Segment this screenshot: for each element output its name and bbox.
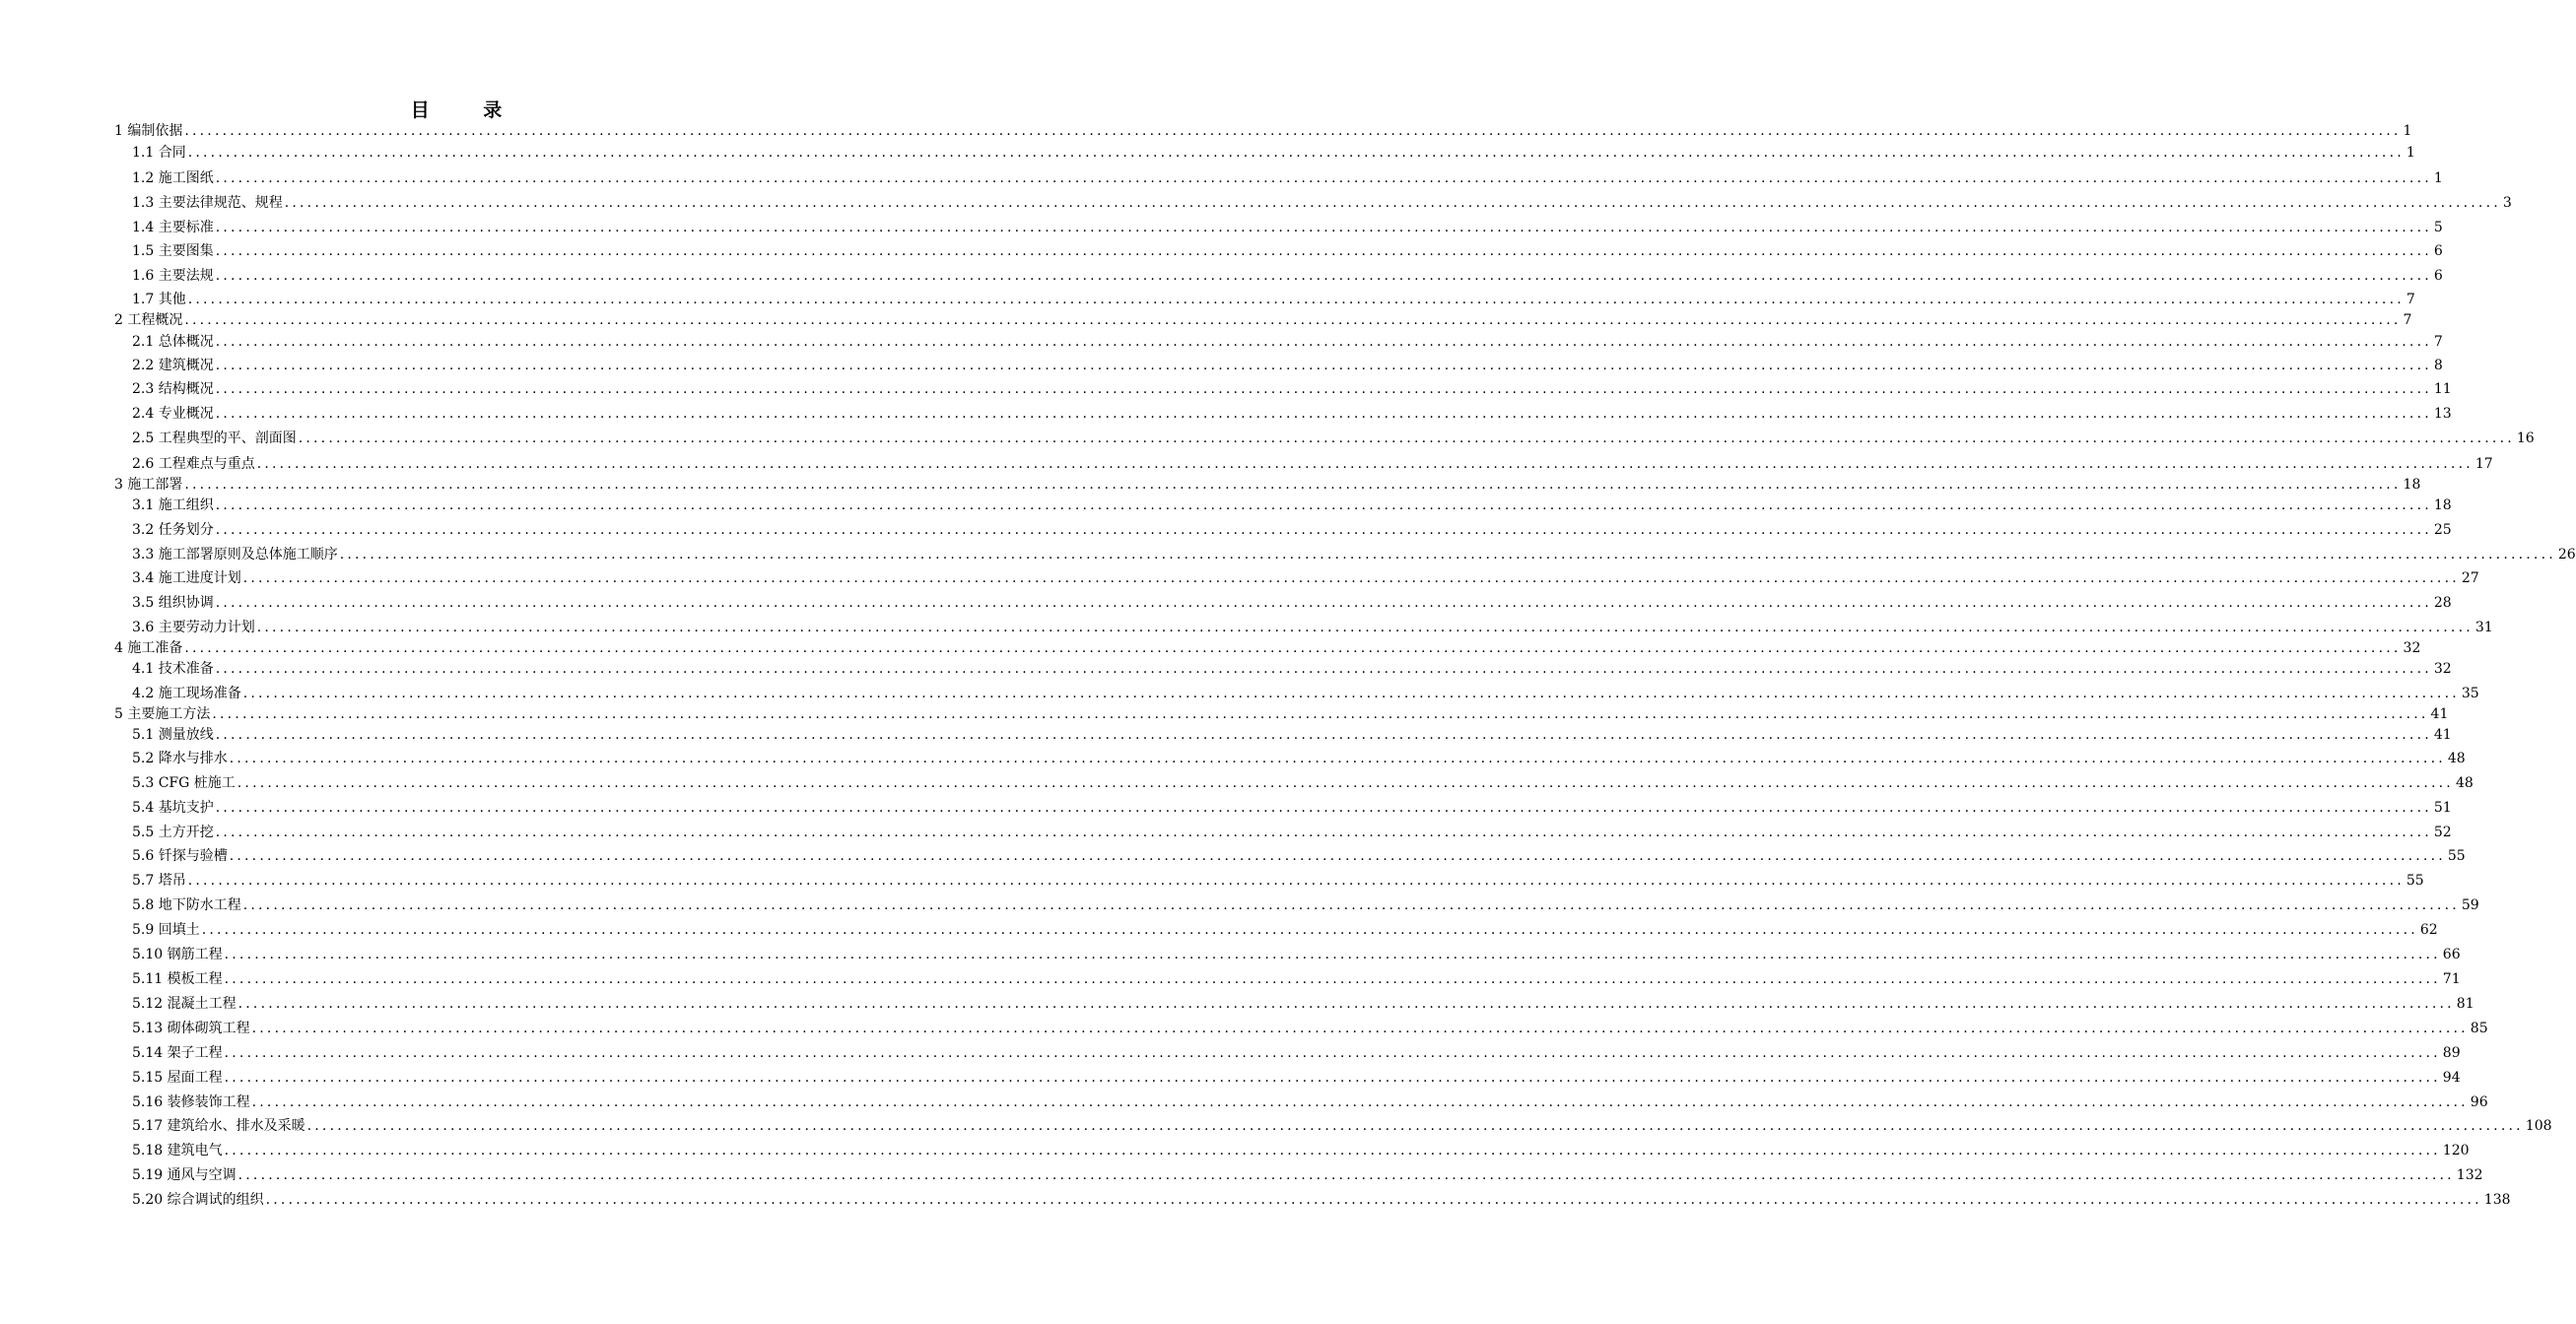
- toc-dot-leader: ......................................................................................................................................................................................................................................................................................................: [215, 522, 2432, 538]
- toc-entry-page: 81: [2456, 996, 2474, 1012]
- toc-entry-page: 96: [2470, 1094, 2488, 1110]
- toc-dot-leader: ......................................................................................................................................................................................................................................................................................................: [215, 595, 2432, 611]
- toc-entry[interactable]: [132, 724, 2452, 744]
- toc-entry[interactable]: [132, 1115, 2552, 1135]
- toc-entry[interactable]: [132, 1067, 2461, 1087]
- toc-entry-label: 3 施工部署: [114, 477, 183, 493]
- toc-entry-page: 27: [2461, 570, 2479, 586]
- toc-dot-leader: ......................................................................................................................................................................................................................................................................................................: [298, 430, 2515, 446]
- toc-entry[interactable]: [132, 331, 2443, 351]
- toc-entry-label: 5.9 回填土: [132, 922, 200, 938]
- toc-dot-leader: ......................................................................................................................................................................................................................................................................................................: [215, 406, 2432, 422]
- toc-dot-leader: ......................................................................................................................................................................................................................................................................................................: [215, 800, 2432, 816]
- toc-entry-label: 1.4 主要标准: [132, 220, 214, 235]
- toc-dot-leader: ......................................................................................................................................................................................................................................................................................................: [224, 971, 2441, 987]
- toc-dot-leader: ......................................................................................................................................................................................................................................................................................................: [339, 547, 2556, 563]
- toc-entry-page: 17: [2474, 456, 2493, 472]
- toc-entry-label: 1.1 合同: [132, 145, 186, 161]
- toc-entry[interactable]: [132, 797, 2452, 817]
- toc-dot-leader: ......................................................................................................................................................................................................................................................................................................: [201, 922, 2418, 938]
- toc-entry[interactable]: [132, 683, 2479, 702]
- toc-dot-leader: ......................................................................................................................................................................................................................................................................................................: [256, 456, 2474, 472]
- toc-entry-page: 16: [2516, 430, 2535, 446]
- toc-entry[interactable]: [132, 192, 2512, 212]
- toc-entry[interactable]: [132, 265, 2443, 285]
- toc-entry-page: 41: [2430, 706, 2449, 722]
- toc-dot-leader: ......................................................................................................................................................................................................................................................................................................: [237, 996, 2455, 1012]
- toc-dot-leader: ......................................................................................................................................................................................................................................................................................................: [224, 1070, 2441, 1086]
- toc-entry[interactable]: [132, 142, 2415, 162]
- toc-entry-label: 5.1 测量放线: [132, 727, 214, 743]
- toc-entry-page: 52: [2433, 825, 2452, 840]
- toc-dot-leader: ......................................................................................................................................................................................................................................................................................................: [187, 292, 2405, 307]
- toc-entry[interactable]: [132, 428, 2535, 447]
- toc-entry-label: 3.6 主要劳动力计划: [132, 620, 255, 635]
- toc-entry[interactable]: [132, 968, 2461, 988]
- toc-dot-leader: ......................................................................................................................................................................................................................................................................................................: [251, 1094, 2469, 1110]
- toc-entry[interactable]: [132, 592, 2452, 612]
- toc-entry-label: 5.17 建筑给水、排水及采暖: [132, 1118, 305, 1134]
- toc-entry-page: 7: [2403, 312, 2412, 328]
- toc-entry[interactable]: [132, 822, 2452, 841]
- toc-entry[interactable]: [132, 1140, 2470, 1159]
- toc-entry-page: 48: [2455, 775, 2474, 791]
- toc-entry-label: 2.1 总体概况: [132, 334, 214, 350]
- toc-dot-leader: ......................................................................................................................................................................................................................................................................................................: [215, 825, 2432, 840]
- toc-entry-label: 5.12 混凝土工程: [132, 996, 237, 1012]
- toc-entry-label: 5.2 降水与排水: [132, 751, 228, 766]
- toc-dot-leader: ......................................................................................................................................................................................................................................................................................................: [215, 334, 2432, 350]
- toc-entry[interactable]: [132, 1189, 2511, 1209]
- toc-entry-label: 2.2 建筑概况: [132, 358, 214, 373]
- toc-entry[interactable]: [114, 309, 2412, 329]
- toc-entry-label: 5.6 钎探与验槽: [132, 848, 228, 864]
- toc-entry-page: 32: [2403, 640, 2421, 656]
- toc-dot-leader: ......................................................................................................................................................................................................................................................................................................: [187, 145, 2405, 161]
- toc-entry-page: 62: [2419, 922, 2438, 938]
- toc-entry-page: 3: [2502, 195, 2512, 211]
- toc-entry[interactable]: [132, 944, 2461, 963]
- toc-entry-label: 5.10 钢筋工程: [132, 947, 223, 962]
- toc-entry-page: 59: [2461, 897, 2479, 913]
- toc-entry-page: 6: [2433, 243, 2443, 259]
- toc-dot-leader: ......................................................................................................................................................................................................................................................................................................: [242, 686, 2460, 701]
- toc-entry-label: 5.16 装修装饰工程: [132, 1094, 250, 1110]
- toc-entry[interactable]: [114, 120, 2412, 140]
- toc-dot-leader: ......................................................................................................................................................................................................................................................................................................: [215, 170, 2432, 186]
- toc-entry[interactable]: [132, 617, 2493, 636]
- toc-dot-leader: ......................................................................................................................................................................................................................................................................................................: [242, 570, 2460, 586]
- toc-dot-leader: ......................................................................................................................................................................................................................................................................................................: [215, 381, 2432, 397]
- toc-dot-leader: ......................................................................................................................................................................................................................................................................................................: [224, 947, 2441, 962]
- toc-entry-label: 3.5 组织协调: [132, 595, 214, 611]
- toc-entry-page: 5: [2433, 220, 2443, 235]
- toc-entry-label: 2.3 结构概况: [132, 381, 214, 397]
- toc-entry-page: 1: [2433, 170, 2443, 186]
- toc-entry-page: 89: [2442, 1045, 2461, 1061]
- toc-entry-page: 11: [2433, 381, 2452, 397]
- toc-entry[interactable]: [132, 240, 2443, 260]
- toc-dot-leader: ......................................................................................................................................................................................................................................................................................................: [237, 775, 2454, 791]
- toc-entry[interactable]: [114, 637, 2421, 657]
- toc-dot-leader: ......................................................................................................................................................................................................................................................................................................: [212, 706, 2429, 722]
- toc-entry-page: 18: [2403, 477, 2421, 493]
- toc-entry-label: 1.2 施工图纸: [132, 170, 214, 186]
- toc-entry[interactable]: [132, 1164, 2483, 1184]
- toc-entry[interactable]: [132, 658, 2452, 678]
- toc-entry[interactable]: [132, 495, 2452, 514]
- toc-entry-label: 2.6 工程难点与重点: [132, 456, 255, 472]
- toc-entry-page: 7: [2433, 334, 2443, 350]
- toc-entry-page: 35: [2461, 686, 2479, 701]
- toc-entry-page: 28: [2433, 595, 2452, 611]
- toc-entry-page: 132: [2456, 1167, 2483, 1183]
- toc-entry-page: 6: [2433, 268, 2443, 284]
- toc-entry-page: 31: [2474, 620, 2493, 635]
- toc-entry[interactable]: [114, 703, 2449, 723]
- toc-entry-label: 5.4 基坑支护: [132, 800, 214, 816]
- toc-entry[interactable]: [132, 355, 2443, 374]
- toc-dot-leader: ......................................................................................................................................................................................................................................................................................................: [284, 195, 2501, 211]
- toc-entry[interactable]: [132, 544, 2576, 563]
- toc-entry-page: 55: [2406, 873, 2424, 889]
- toc-entry-label: 5.13 砌体砌筑工程: [132, 1021, 250, 1036]
- toc-dot-leader: ......................................................................................................................................................................................................................................................................................................: [229, 848, 2446, 864]
- toc-entry[interactable]: [132, 567, 2479, 587]
- toc-entry-page: 55: [2447, 848, 2466, 864]
- toc-entry-label: 4.2 施工现场准备: [132, 686, 241, 701]
- toc-dot-leader: ......................................................................................................................................................................................................................................................................................................: [184, 312, 2402, 328]
- toc-entry-page: 1: [2406, 145, 2415, 161]
- toc-entry-label: 1.6 主要法规: [132, 268, 214, 284]
- toc-entry-page: 8: [2433, 358, 2443, 373]
- toc-dot-leader: ......................................................................................................................................................................................................................................................................................................: [242, 897, 2460, 913]
- toc-entry-label: 1.5 主要图集: [132, 243, 214, 259]
- toc-dot-leader: ......................................................................................................................................................................................................................................................................................................: [215, 243, 2432, 259]
- page-title: 目 录: [410, 99, 526, 121]
- toc-entry-label: 1.3 主要法律规范、规程: [132, 195, 283, 211]
- toc-entry[interactable]: [132, 403, 2452, 423]
- toc-dot-leader: ......................................................................................................................................................................................................................................................................................................: [215, 727, 2432, 743]
- toc-entry[interactable]: [132, 1018, 2488, 1037]
- toc-entry-page: 25: [2433, 522, 2452, 538]
- toc-entry-label: 1 编制依据: [114, 123, 183, 139]
- toc-entry-label: 4.1 技术准备: [132, 661, 214, 677]
- toc-entry-label: 3.2 任务划分: [132, 522, 214, 538]
- toc-dot-leader: ......................................................................................................................................................................................................................................................................................................: [215, 358, 2432, 373]
- toc-entry-page: 26: [2557, 547, 2576, 563]
- toc-entry-label: 5.19 通风与空调: [132, 1167, 237, 1183]
- toc-dot-leader: ......................................................................................................................................................................................................................................................................................................: [224, 1143, 2441, 1158]
- toc-entry-label: 3.3 施工部署原则及总体施工顺序: [132, 547, 338, 563]
- toc-dot-leader: ......................................................................................................................................................................................................................................................................................................: [237, 1167, 2455, 1183]
- toc-entry[interactable]: [114, 474, 2421, 494]
- toc-entry-label: 5.3 CFG 桩施工: [132, 775, 236, 791]
- toc-dot-leader: ......................................................................................................................................................................................................................................................................................................: [215, 220, 2432, 235]
- toc-dot-leader: ......................................................................................................................................................................................................................................................................................................: [306, 1118, 2524, 1134]
- toc-entry-page: 1: [2403, 123, 2412, 139]
- toc-entry[interactable]: [132, 453, 2493, 473]
- toc-entry-page: 48: [2447, 751, 2466, 766]
- toc-dot-leader: ......................................................................................................................................................................................................................................................................................................: [215, 497, 2432, 513]
- toc-dot-leader: ......................................................................................................................................................................................................................................................................................................: [224, 1045, 2441, 1061]
- toc-entry[interactable]: [132, 845, 2466, 865]
- toc-dot-leader: ......................................................................................................................................................................................................................................................................................................: [184, 640, 2402, 656]
- toc-entry-page: 32: [2433, 661, 2452, 677]
- toc-entry-page: 66: [2442, 947, 2461, 962]
- toc-entry-label: 5.20 综合调试的组织: [132, 1192, 264, 1208]
- toc-entry-label: 5.18 建筑电气: [132, 1143, 223, 1158]
- toc-entry[interactable]: [132, 919, 2438, 939]
- toc-entry[interactable]: [132, 217, 2443, 236]
- toc-dot-leader: ......................................................................................................................................................................................................................................................................................................: [187, 873, 2405, 889]
- toc-dot-leader: ......................................................................................................................................................................................................................................................................................................: [184, 477, 2402, 493]
- toc-entry[interactable]: [132, 1042, 2461, 1062]
- toc-entry[interactable]: [132, 870, 2424, 890]
- toc-entry-label: 4 施工准备: [114, 640, 183, 656]
- toc-entry[interactable]: [132, 993, 2474, 1013]
- toc-entry-label: 1.7 其他: [132, 292, 186, 307]
- toc-dot-leader: ......................................................................................................................................................................................................................................................................................................: [184, 123, 2402, 139]
- toc-dot-leader: ......................................................................................................................................................................................................................................................................................................: [215, 661, 2432, 677]
- toc-entry-label: 5.5 土方开挖: [132, 825, 214, 840]
- toc-dot-leader: ......................................................................................................................................................................................................................................................................................................: [251, 1021, 2469, 1036]
- toc-entry-page: 51: [2433, 800, 2452, 816]
- toc-entry-page: 85: [2470, 1021, 2488, 1036]
- toc-entry[interactable]: [132, 772, 2474, 792]
- toc-entry-page: 94: [2442, 1070, 2461, 1086]
- toc-entry-label: 3.4 施工进度计划: [132, 570, 241, 586]
- toc-entry-page: 108: [2525, 1118, 2552, 1134]
- toc-entry-page: 120: [2442, 1143, 2470, 1158]
- toc-entry-label: 5.14 架子工程: [132, 1045, 223, 1061]
- toc-entry[interactable]: [132, 519, 2452, 539]
- toc-entry-label: 5.15 屋面工程: [132, 1070, 223, 1086]
- toc-entry[interactable]: [132, 378, 2452, 398]
- toc-entry-page: 138: [2483, 1192, 2511, 1208]
- toc-entry[interactable]: [132, 748, 2466, 767]
- toc-entry-page: 71: [2442, 971, 2461, 987]
- toc-dot-leader: ......................................................................................................................................................................................................................................................................................................: [265, 1192, 2482, 1208]
- toc-entry-label: 5.11 模板工程: [132, 971, 223, 987]
- toc-entry[interactable]: [132, 1092, 2488, 1111]
- toc-dot-leader: ......................................................................................................................................................................................................................................................................................................: [215, 268, 2432, 284]
- toc-entry-page: 18: [2433, 497, 2452, 513]
- toc-entry-label: 2.4 专业概况: [132, 406, 214, 422]
- toc-entry-label: 2 工程概况: [114, 312, 183, 328]
- toc-dot-leader: ......................................................................................................................................................................................................................................................................................................: [229, 751, 2446, 766]
- toc-entry-label: 5.8 地下防水工程: [132, 897, 241, 913]
- toc-dot-leader: ......................................................................................................................................................................................................................................................................................................: [256, 620, 2474, 635]
- toc-entry[interactable]: [132, 289, 2415, 308]
- toc-entry-label: 2.5 工程典型的平、剖面图: [132, 430, 297, 446]
- toc-entry-label: 5.7 塔吊: [132, 873, 186, 889]
- toc-entry[interactable]: [132, 167, 2443, 187]
- toc-entry-page: 13: [2433, 406, 2452, 422]
- toc-entry[interactable]: [132, 894, 2479, 914]
- toc-entry-label: 3.1 施工组织: [132, 497, 214, 513]
- toc-entry-label: 5 主要施工方法: [114, 706, 211, 722]
- toc-entry-page: 41: [2433, 727, 2452, 743]
- toc-entry-page: 7: [2406, 292, 2415, 307]
